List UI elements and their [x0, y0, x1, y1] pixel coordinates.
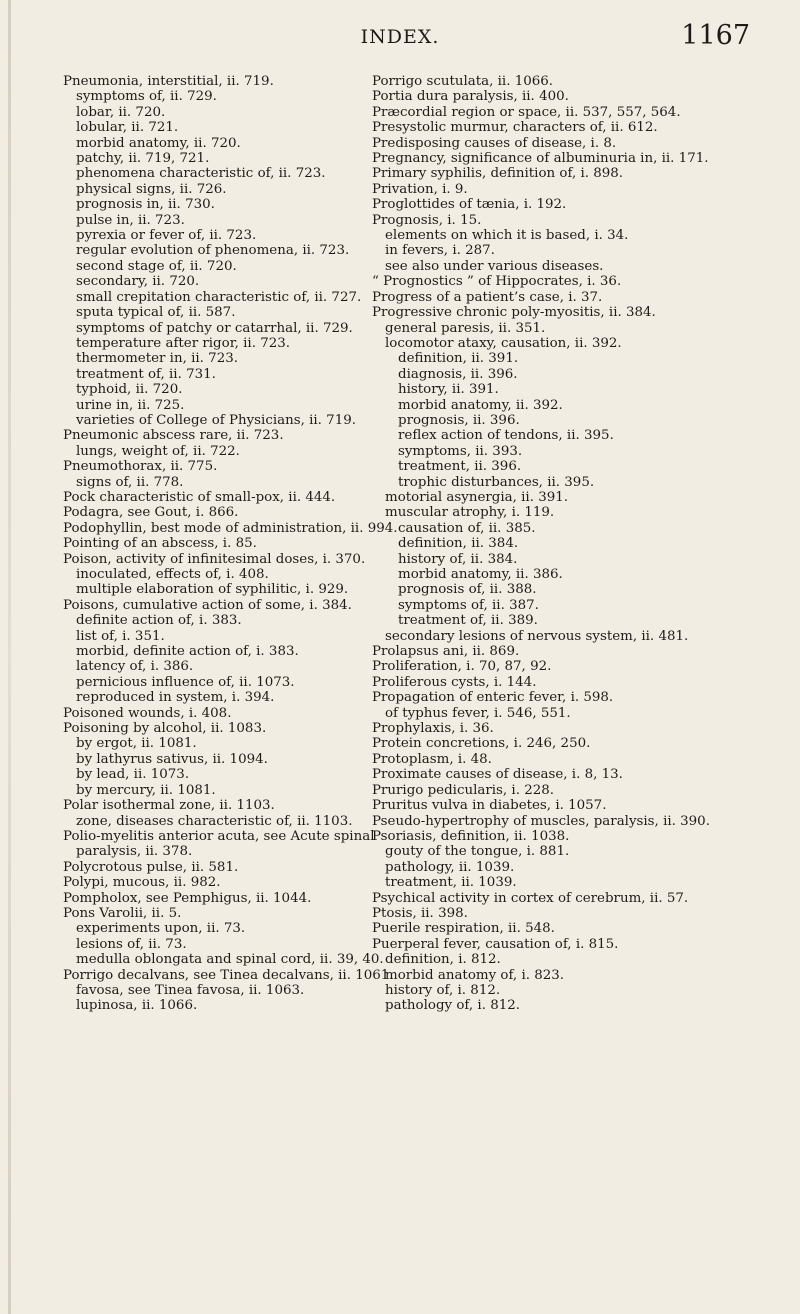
- index-subentry: typhoid, ii. 720.: [76, 382, 183, 398]
- index-subentry: gouty of the tongue, i. 881.: [385, 844, 570, 860]
- index-entry: Prolapsus ani, ii. 869.: [372, 644, 520, 660]
- index-subentry: morbid anatomy, ii. 720.: [76, 135, 241, 151]
- index-subentry: varieties of College of Physicians, ii. 719.: [76, 412, 356, 428]
- index-entry: Portia dura paralysis, ii. 400.: [372, 89, 569, 105]
- index-subentry: lupinosa, ii. 1066.: [76, 998, 198, 1014]
- index-entry: Propagation of enteric fever, i. 598.: [372, 690, 614, 706]
- index-subentry: symptoms of, ii. 729.: [76, 89, 217, 105]
- page-gutter-shadow: [8, 0, 11, 1314]
- index-subentry: secondary lesions of nervous system, ii. 481.: [385, 628, 689, 644]
- index-entry: Podagra, see Gout, i. 866.: [63, 505, 239, 521]
- index-subentry: by lead, ii. 1073.: [76, 767, 190, 783]
- index-subentry: diagnosis, ii. 396.: [398, 366, 518, 382]
- index-subentry: prognosis of, ii. 388.: [398, 582, 537, 598]
- index-subentry: small crepitation characteristic of, ii. 727.: [76, 289, 362, 305]
- index-entry: Poison, activity of infinitesimal doses, i. 370.: [63, 551, 366, 567]
- index-subentry: definite action of, i. 383.: [76, 613, 242, 629]
- index-entry: Progressive chronic poly-myositis, ii. 384.: [372, 305, 656, 321]
- index-entry: Pruritus vulva in diabetes, i. 1057.: [372, 798, 607, 814]
- index-subentry: elements on which it is based, i. 34.: [385, 228, 629, 244]
- index-subentry: pulse in, ii. 723.: [76, 212, 185, 228]
- index-subentry: muscular atrophy, i. 119.: [385, 505, 555, 521]
- index-entry: Ptosis, ii. 398.: [372, 905, 468, 921]
- index-subentry: pathology of, i. 812.: [385, 998, 521, 1014]
- page-title: INDEX.: [360, 26, 440, 48]
- index-subentry: see also under various diseases.: [385, 258, 604, 274]
- index-subentry: symptoms of, ii. 387.: [398, 597, 539, 613]
- index-entry: “ Prognostics ” of Hippocrates, i. 36.: [372, 274, 622, 290]
- index-entry: Prophylaxis, i. 36.: [372, 721, 494, 737]
- index-subentry: morbid anatomy, ii. 386.: [398, 567, 563, 582]
- index-subentry: second stage of, ii. 720.: [76, 258, 237, 274]
- index-subentry: symptoms of patchy or catarrhal, ii. 729.: [76, 320, 353, 336]
- index-subentry: secondary, ii. 720.: [76, 274, 200, 290]
- index-entry: Pregnancy, significance of albuminuria in, ii. 171.: [372, 151, 709, 167]
- index-entry: Pointing of an abscess, i. 85.: [63, 536, 257, 552]
- index-column-left: [63, 74, 408, 1014]
- index-subentry: reflex action of tendons, ii. 395.: [398, 428, 614, 444]
- index-subentry: latency of, i. 386.: [76, 659, 194, 675]
- index-entry: Poisoning by alcohol, ii. 1083.: [63, 721, 267, 737]
- index-entry: Proliferous cysts, i. 144.: [372, 674, 537, 690]
- index-subentry: symptoms, ii. 393.: [398, 443, 523, 459]
- index-subentry: morbid anatomy of, i. 823.: [385, 967, 565, 983]
- index-subentry: pathology, ii. 1039.: [385, 859, 515, 875]
- index-subentry: lesions of, ii. 73.: [76, 936, 187, 952]
- index-subentry: patchy, ii. 719, 721.: [76, 151, 210, 167]
- page-number: 1167: [681, 20, 750, 51]
- index-subentry: medulla oblongata and spinal cord, ii. 39, 40.: [76, 952, 384, 968]
- index-subentry: zone, diseases characteristic of, ii. 1103.: [76, 813, 353, 829]
- index-subentry: treatment, ii. 396.: [398, 459, 522, 475]
- index-entry: Porrigo scutulata, ii. 1066.: [372, 74, 554, 89]
- index-entry: Privation, i. 9.: [372, 181, 468, 197]
- index-entry: Poisons, cumulative action of some, i. 384.: [63, 597, 352, 613]
- index-subentry: morbid anatomy, ii. 392.: [398, 397, 563, 413]
- index-subentry: definition, ii. 391.: [398, 351, 519, 367]
- index-subentry: sputa typical of, ii. 587.: [76, 305, 236, 321]
- index-entry: Porrigo decalvans, see Tinea decalvans, ii. 1061.: [63, 967, 394, 983]
- index-entry: Pompholox, see Pemphigus, ii. 1044.: [63, 890, 312, 906]
- index-subentry: temperature after rigor, ii. 723.: [76, 335, 291, 351]
- index-subentry: phenomena characteristic of, ii. 723.: [76, 166, 326, 182]
- index-entry: Proglottides of tænia, i. 192.: [372, 197, 567, 213]
- index-entry: Polycrotous pulse, ii. 581.: [63, 859, 239, 875]
- index-entry: Polar isothermal zone, ii. 1103.: [63, 798, 275, 814]
- index-entry: Protoplasm, i. 48.: [372, 751, 492, 767]
- index-entry: Puerile respiration, ii. 548.: [372, 921, 555, 937]
- index-entry: Protein concretions, i. 246, 250.: [372, 736, 591, 752]
- index-subentry: causation of, ii. 385.: [398, 520, 536, 536]
- index-subentry: favosa, see Tinea favosa, ii. 1063.: [76, 982, 305, 998]
- index-subentry: lungs, weight of, ii. 722.: [76, 443, 240, 459]
- index-entry: Progress of a patient’s case, i. 37.: [372, 289, 603, 305]
- index-entry: Proximate causes of disease, i. 8, 13.: [372, 767, 623, 783]
- index-subentry: reproduced in system, i. 394.: [76, 690, 275, 706]
- index-entry: Pneumonic abscess rare, ii. 723.: [63, 428, 284, 444]
- index-subentry: motorial asynergia, ii. 391.: [385, 489, 569, 505]
- index-entry: Pneumonia, interstitial, ii. 719.: [63, 74, 274, 89]
- index-subentry: pernicious influence of, ii. 1073.: [76, 674, 295, 690]
- index-subentry: regular evolution of phenomena, ii. 723.: [76, 243, 350, 259]
- index-subentry: signs of, ii. 778.: [76, 474, 184, 490]
- index-subentry: history of, ii. 384.: [398, 551, 518, 567]
- index-entry: Podophyllin, best mode of administration, ii. 994.: [63, 520, 398, 536]
- index-subentry: by mercury, ii. 1081.: [76, 782, 216, 798]
- index-subentry: thermometer in, ii. 723.: [76, 351, 238, 367]
- index-column-right: [372, 74, 747, 1014]
- index-subentry: locomotor ataxy, causation, ii. 392.: [385, 335, 622, 351]
- index-subentry: morbid, definite action of, i. 383.: [76, 644, 299, 660]
- index-entry: Pock characteristic of small-pox, ii. 444.: [63, 489, 336, 505]
- index-subentry: physical signs, ii. 726.: [76, 181, 227, 197]
- index-entry: Prurigo pedicularis, i. 228.: [372, 782, 555, 798]
- index-entry: Psoriasis, definition, ii. 1038.: [372, 828, 570, 844]
- index-entry: Pons Varolii, ii. 5.: [63, 905, 182, 921]
- index-subentry: definition, ii. 384.: [398, 536, 519, 552]
- index-entry: Polio-myelitis anterior acuta, see Acute spinal paralysis, ii. 378.: [63, 828, 375, 860]
- index-subentry: lobular, ii. 721.: [76, 120, 179, 136]
- index-subentry: by ergot, ii. 1081.: [76, 736, 197, 752]
- index-subentry: definition, i. 812.: [385, 952, 501, 968]
- index-subentry: treatment, ii. 1039.: [385, 875, 517, 891]
- index-subentry: of typhus fever, i. 546, 551.: [385, 705, 571, 721]
- index-subentry: history, ii. 391.: [398, 382, 499, 398]
- index-subentry: prognosis in, ii. 730.: [76, 197, 215, 213]
- index-subentry: lobar, ii. 720.: [76, 104, 166, 120]
- index-subentry: inoculated, effects of, i. 408.: [76, 567, 269, 582]
- index-subentry: treatment of, ii. 731.: [76, 366, 216, 382]
- index-entry: Polypi, mucous, ii. 982.: [63, 875, 221, 891]
- index-entry: Predisposing causes of disease, i. 8.: [372, 135, 617, 151]
- index-entry: Pneumothorax, ii. 775.: [63, 459, 218, 475]
- index-subentry: in fevers, i. 287.: [385, 243, 495, 259]
- page-header: [0, 20, 800, 54]
- index-entry: Prognosis, i. 15.: [372, 212, 482, 228]
- index-entry: Psychical activity in cortex of cerebrum, ii. 57.: [372, 890, 689, 906]
- index-entry: Poisoned wounds, i. 408.: [63, 705, 232, 721]
- index-entry: Primary syphilis, definition of, i. 898.: [372, 166, 624, 182]
- index-entry: Præcordial region or space, ii. 537, 557, 564.: [372, 104, 681, 120]
- index-subentry: trophic disturbances, ii. 395.: [398, 474, 595, 490]
- index-entry: Proliferation, i. 70, 87, 92.: [372, 659, 552, 675]
- index-subentry: experiments upon, ii. 73.: [76, 921, 246, 937]
- index-subentry: general paresis, ii. 351.: [385, 320, 546, 336]
- index-subentry: prognosis, ii. 396.: [398, 412, 520, 428]
- index-subentry: by lathyrus sativus, ii. 1094.: [76, 751, 268, 767]
- index-entry: Presystolic murmur, characters of, ii. 612.: [372, 120, 658, 136]
- index-subentry: pyrexia or fever of, ii. 723.: [76, 228, 257, 244]
- index-subentry: treatment of, ii. 389.: [398, 613, 538, 629]
- index-subentry: urine in, ii. 725.: [76, 397, 185, 413]
- index-subentry: list of, i. 351.: [76, 628, 165, 644]
- index-subentry: history of, i. 812.: [385, 982, 501, 998]
- index-subentry: multiple elaboration of syphilitic, i. 929.: [76, 582, 349, 598]
- index-entry: Pseudo-hypertrophy of muscles, paralysis, ii. 390.: [372, 813, 710, 829]
- index-entry: Puerperal fever, causation of, i. 815.: [372, 936, 619, 952]
